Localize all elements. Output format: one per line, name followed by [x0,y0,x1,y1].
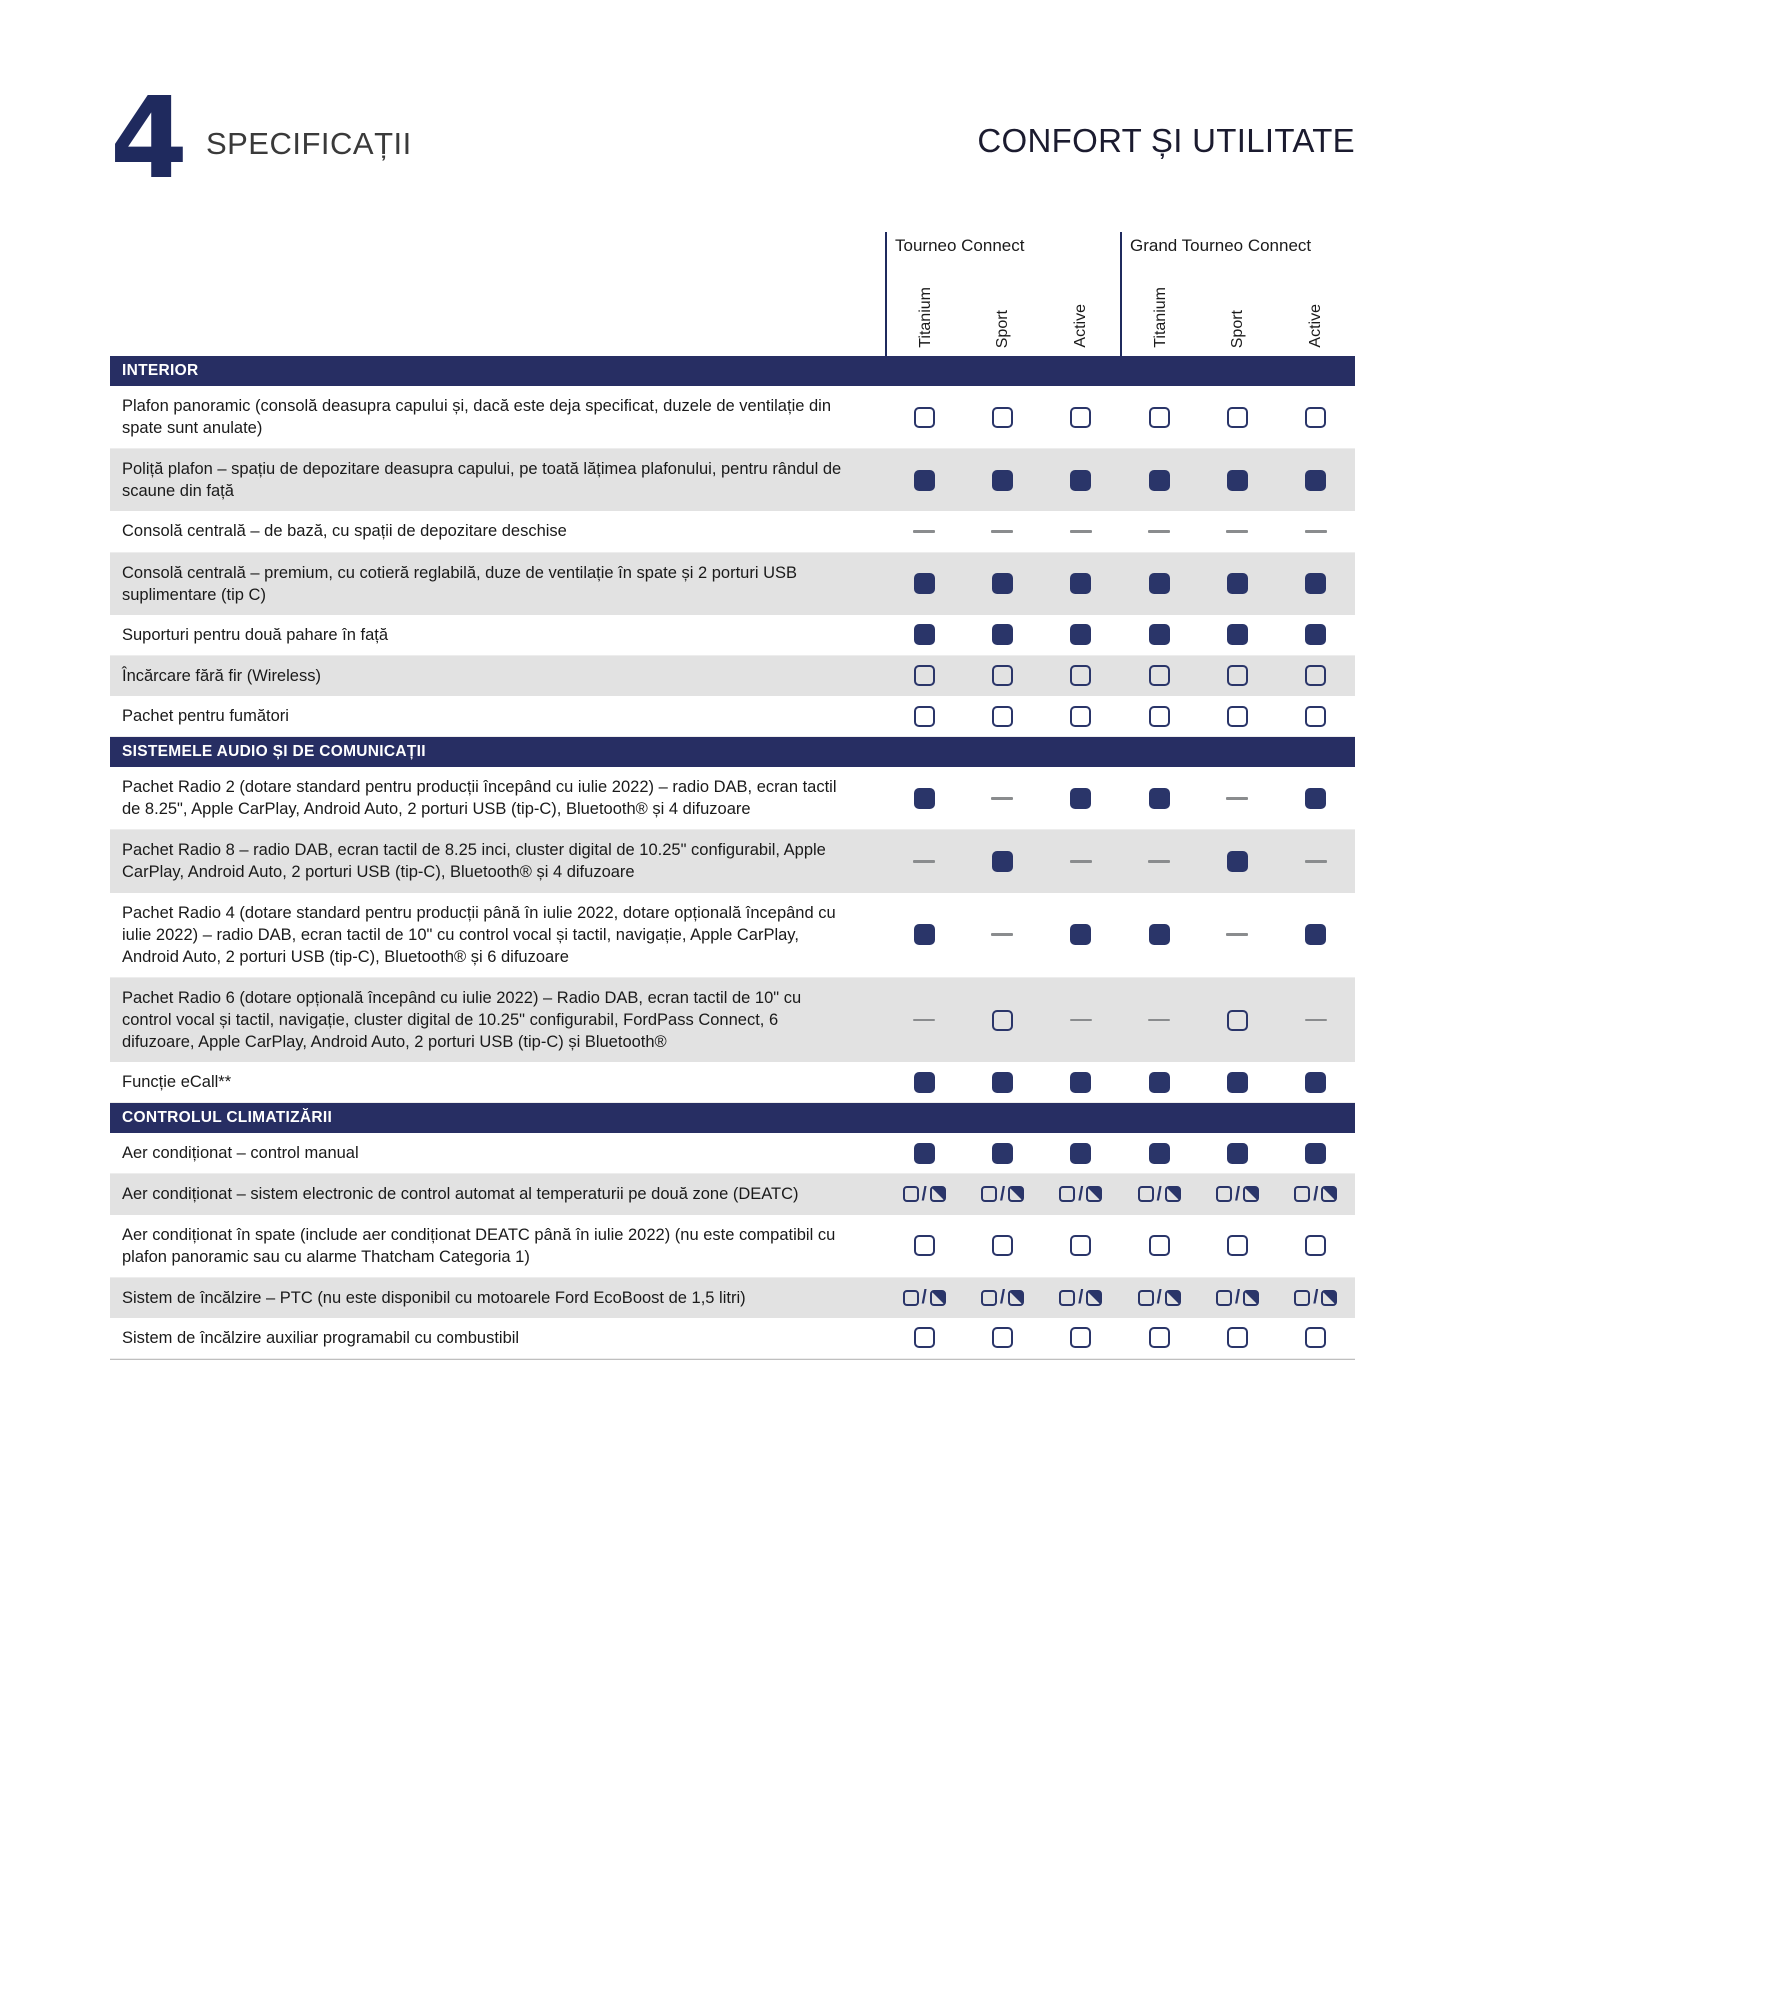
spec-cell [885,665,963,686]
spec-cell [1120,788,1198,809]
spec-label: Pachet pentru fumători [122,706,289,725]
standard-equipment-icon [1305,1072,1326,1093]
spec-cell [1042,573,1120,594]
spec-cell [1277,665,1355,686]
spec-label: Aer condiționat în spate (include aer condiționat DEATC până în iulie 2022) (nu este compatibil cu plafon panoramic sau cu alarme Thatcham Categoria 1) [122,1225,836,1266]
spec-cell [1042,624,1120,645]
spec-cell [1277,470,1355,491]
section-header: CONTROLUL CLIMATIZĂRII [110,1103,1355,1133]
spec-cell [885,1235,963,1256]
standard-equipment-icon [1070,624,1091,645]
spec-cell [1198,1185,1276,1204]
standard-equipment-icon [914,624,935,645]
spec-cell [1042,924,1120,945]
spec-cell [1277,1019,1355,1022]
standard-equipment-icon [1305,624,1326,645]
spec-row [110,978,1355,1062]
spec-cell [1277,1327,1355,1348]
spec-cell [963,1327,1041,1348]
spec-row [110,553,1355,615]
optional-equipment-icon [1227,407,1248,428]
spec-row [110,696,1355,737]
spec-cell [1277,530,1355,533]
standard-equipment-icon [1227,624,1248,645]
spec-cell [1120,407,1198,428]
trim-labels [887,256,1120,356]
spec-label: Pachet Radio 8 – radio DAB, ecran tactil de 8.25 inci, cluster digital de 10.25" configurabil, Apple CarPlay, Android Auto, 2 porturi USB (tip-C), Bluetooth® și 4 difuzoare [122,841,826,882]
spec-cell [963,1185,1041,1204]
standard-equipment-icon [992,624,1013,645]
spec-cell [885,860,963,863]
spec-cell [1198,665,1276,686]
spec-label: Poliță plafon – spațiu de depozitare deasupra capului, pe toată lățimea plafonului, pentru rândul de scaune din față [122,460,842,501]
section-header: SISTEMELE AUDIO ȘI DE COMUNICAȚII [110,737,1355,767]
spec-cell [963,1010,1041,1031]
spec-cell [1198,470,1276,491]
standard-equipment-icon [914,1143,935,1164]
optional-or-standard-icon [981,1185,1024,1204]
slash-separator: / [1078,1287,1084,1309]
optional-or-standard-icon [1138,1288,1181,1307]
optional-square-icon [903,1186,919,1202]
spec-row [110,656,1355,696]
optional-equipment-icon [1149,407,1170,428]
spec-cell [963,1288,1041,1307]
not-available-icon [913,530,935,533]
standard-equipment-icon [1070,1143,1091,1164]
spec-row [110,449,1355,511]
spec-cell [1277,788,1355,809]
standard-equipment-icon [1227,851,1248,872]
standard-equipment-icon [1227,1072,1248,1093]
slash-separator: / [1156,1183,1162,1205]
half-filled-square-icon [1165,1290,1181,1306]
standard-equipment-icon [1149,924,1170,945]
spec-cell [1120,470,1198,491]
spec-row [110,511,1355,552]
optional-square-icon [1059,1186,1075,1202]
spec-label: Suporturi pentru două pahare în față [122,625,389,644]
spec-cell [1198,706,1276,727]
optional-equipment-icon [1149,706,1170,727]
trim-label-sport: Sport [1229,309,1247,348]
optional-equipment-icon [1227,665,1248,686]
slash-separator: / [999,1183,1006,1205]
optional-or-standard-icon [981,1288,1024,1307]
spec-label: Consolă centrală – premium, cu cotieră reglabilă, duze de ventilație în spate și 2 porturi USB suplimentare (tip C) [122,563,798,604]
optional-square-icon [981,1290,997,1306]
spec-cell [885,407,963,428]
optional-equipment-icon [992,407,1013,428]
spec-cell [1042,706,1120,727]
not-available-icon [991,797,1013,800]
optional-or-standard-icon [903,1185,946,1204]
spec-cell [1277,573,1355,594]
spec-cell [885,924,963,945]
half-filled-square-icon [1321,1290,1337,1306]
half-filled-square-icon [930,1186,946,1202]
spec-cell [1042,1019,1120,1022]
optional-equipment-icon [1070,1327,1091,1348]
standard-equipment-icon [1149,573,1170,594]
optional-or-standard-icon [1294,1185,1337,1204]
spec-cell [1198,530,1276,533]
spec-cell [1120,1019,1198,1022]
slash-separator: / [921,1287,927,1309]
optional-square-icon [1138,1186,1154,1202]
optional-square-icon [1216,1186,1232,1202]
not-available-icon [913,860,935,863]
optional-or-standard-icon [903,1288,946,1307]
half-filled-square-icon [1008,1186,1024,1202]
optional-or-standard-icon [1216,1288,1259,1307]
spec-cell [1198,933,1276,936]
spec-cell [1277,924,1355,945]
optional-or-standard-icon [1138,1185,1181,1204]
trim-label-titanium: Titanium [1151,287,1169,348]
slash-separator: / [921,1183,927,1205]
spec-cell [963,1235,1041,1256]
spec-row [110,767,1355,830]
spec-cell [963,407,1041,428]
half-filled-square-icon [1243,1290,1259,1306]
spec-cell [963,1072,1041,1093]
spec-cell [1277,860,1355,863]
spec-cell [885,1185,963,1204]
spec-cell [885,1019,963,1022]
spec-cell [1042,1235,1120,1256]
spec-label: Pachet Radio 2 (dotare standard pentru producții începând cu iulie 2022) – radio DAB, ecran tactil de 8.25", Apple CarPlay, Android Auto, 2 porturi USB (tip-C), Bluetooth® și 4 difuzoare [122,778,837,819]
spec-cell [1120,1143,1198,1164]
optional-equipment-icon [1070,407,1091,428]
spec-cell [1120,924,1198,945]
optional-equipment-icon [1070,706,1091,727]
spec-cell [1277,1072,1355,1093]
spec-cell [1198,1010,1276,1031]
optional-equipment-icon [992,1327,1013,1348]
trim-label-sport: Sport [994,309,1012,348]
spec-cell [1042,788,1120,809]
not-available-icon [991,530,1013,533]
not-available-icon [991,933,1013,936]
optional-or-standard-icon [1216,1185,1259,1204]
spec-cell [885,624,963,645]
optional-equipment-icon [1149,665,1170,686]
slash-separator: / [1234,1287,1241,1309]
standard-equipment-icon [992,1143,1013,1164]
spec-cell [1120,1072,1198,1093]
spec-row [110,1174,1355,1214]
optional-equipment-icon [1227,1327,1248,1348]
standard-equipment-icon [914,470,935,491]
optional-equipment-icon [914,665,935,686]
optional-square-icon [1216,1290,1232,1306]
spec-cell [1198,624,1276,645]
optional-equipment-icon [1149,1235,1170,1256]
trim-labels [1122,256,1355,356]
spec-cell [1198,573,1276,594]
spec-cell [1042,407,1120,428]
spec-label: Sistem de încălzire auxiliar programabil cu combustibil [122,1328,520,1347]
half-filled-square-icon [1086,1186,1102,1202]
spec-cell [885,1072,963,1093]
spec-cell [1120,530,1198,533]
standard-equipment-icon [1305,573,1326,594]
spec-cell [1198,407,1276,428]
spec-label: Funcție eCall** [122,1073,232,1092]
spec-label: Sistem de încălzire – PTC (nu este disponibil cu motoarele Ford EcoBoost de 1,5 litri) [122,1288,746,1307]
optional-equipment-icon [1305,706,1326,727]
spec-cell [1120,1327,1198,1348]
optional-or-standard-icon [1059,1288,1102,1307]
spec-row [110,1318,1355,1359]
standard-equipment-icon [992,1072,1013,1093]
standard-equipment-icon [1070,924,1091,945]
standard-equipment-icon [1070,788,1091,809]
spec-cell [1198,851,1276,872]
optional-equipment-icon [1305,1327,1326,1348]
standard-equipment-icon [992,851,1013,872]
spec-cell [1042,1143,1120,1164]
spec-row [110,1278,1355,1318]
column-header [110,232,1355,356]
standard-equipment-icon [1305,924,1326,945]
column-header-spacer [110,232,885,356]
spec-cell [1198,1235,1276,1256]
spec-cell [1277,1235,1355,1256]
spec-row [110,1215,1355,1278]
page-title: SPECIFICAȚII [205,126,412,161]
page-number: 4 [110,74,184,204]
spec-cell [1120,860,1198,863]
spec-label: Consolă centrală – de bază, cu spații de depozitare deschise [122,522,567,541]
spec-label: Aer condiționat – control manual [122,1144,359,1163]
optional-equipment-icon [1227,1235,1248,1256]
spec-cell [1120,1288,1198,1307]
optional-equipment-icon [1070,1235,1091,1256]
trim-label-titanium: Titanium [916,287,934,348]
slash-separator: / [1313,1183,1319,1205]
spec-label: Încărcare fără fir (Wireless) [122,666,321,685]
optional-or-standard-icon [1059,1185,1102,1204]
standard-equipment-icon [992,470,1013,491]
spec-cell [885,573,963,594]
spec-cell [1198,1143,1276,1164]
spec-cell [963,665,1041,686]
not-available-icon [1226,933,1248,936]
spec-cell [1277,706,1355,727]
spec-cell [1198,797,1276,800]
page-header [110,74,1355,204]
spec-cell [885,788,963,809]
optional-equipment-icon [992,1010,1013,1031]
standard-equipment-icon [992,573,1013,594]
optional-equipment-icon [992,665,1013,686]
not-available-icon [913,1019,935,1022]
spec-row [110,893,1355,978]
optional-equipment-icon [914,407,935,428]
spec-cell [1042,1288,1120,1307]
spec-table [110,232,1355,1360]
spec-cell [963,624,1041,645]
standard-equipment-icon [1227,1143,1248,1164]
not-available-icon [1226,797,1248,800]
optional-square-icon [1294,1186,1310,1202]
spec-label: Aer condiționat – sistem electronic de control automat al temperaturii pe două zone (DEATC) [122,1185,799,1204]
spec-cell [885,706,963,727]
optional-square-icon [903,1290,919,1306]
not-available-icon [1305,530,1327,533]
spec-cell [1198,1288,1276,1307]
spec-label: Pachet Radio 6 (dotare opțională începând cu iulie 2022) – Radio DAB, ecran tactil de 10" cu control vocal și tactil, navigație, cluster digital de 10.25" configurabil, FordPass Connect, 6 difuzoare, Apple CarPlay, Android Auto, 2 porturi USB (tip-C) și Bluetooth® [122,988,802,1052]
slash-separator: / [1156,1287,1162,1309]
spec-row [110,830,1355,892]
spec-label: Plafon panoramic (consolă deasupra capului și, dacă este deja specificat, duzele de ventilație din spate sunt anulate) [122,397,832,438]
spec-cell [1277,624,1355,645]
standard-equipment-icon [1149,788,1170,809]
optional-equipment-icon [1305,407,1326,428]
spec-cell [1277,407,1355,428]
spec-cell [1120,706,1198,727]
optional-square-icon [1294,1290,1310,1306]
spec-cell [885,530,963,533]
spec-cell [963,470,1041,491]
optional-equipment-icon [914,1235,935,1256]
spec-cell [885,1143,963,1164]
not-available-icon [1148,530,1170,533]
standard-equipment-icon [1149,470,1170,491]
spec-cell [963,933,1041,936]
spec-cell [885,1327,963,1348]
group-title: Grand Tourneo Connect [1130,236,1312,255]
optional-square-icon [1138,1290,1154,1306]
not-available-icon [1148,860,1170,863]
standard-equipment-icon [1070,1072,1091,1093]
standard-equipment-icon [914,924,935,945]
slash-separator: / [999,1287,1006,1309]
optional-equipment-icon [1227,706,1248,727]
optional-equipment-icon [914,706,935,727]
optional-square-icon [1059,1290,1075,1306]
optional-equipment-icon [1070,665,1091,686]
spec-cell [1042,470,1120,491]
section-header: INTERIOR [110,356,1355,386]
spec-cell [1198,1327,1276,1348]
spec-cell [1120,1235,1198,1256]
slash-separator: / [1313,1287,1319,1309]
spec-row [110,615,1355,656]
spec-label: Pachet Radio 4 (dotare standard pentru producții până în iulie 2022, dotare opțională începând cu iulie 2022) – radio DAB, ecran tactil de 10" cu control vocal și tactil, navigație, Apple CarPlay, Android Auto, 2 porturi USB (tip-C), Bluetooth® și 6 difuzoare [122,903,836,966]
half-filled-square-icon [930,1290,946,1306]
spec-cell [963,851,1041,872]
spec-cell [963,797,1041,800]
optional-equipment-icon [914,1327,935,1348]
spec-cell [1277,1288,1355,1307]
spec-cell [1120,573,1198,594]
standard-equipment-icon [1070,573,1091,594]
spec-cell [1042,665,1120,686]
slash-separator: / [1234,1183,1241,1205]
optional-or-standard-icon [1294,1288,1337,1307]
spec-cell [1277,1185,1355,1204]
not-available-icon [1148,1019,1170,1022]
spec-cell [963,1143,1041,1164]
model-group-grand-tourneo-connect [1120,232,1355,356]
spec-table-body [110,356,1355,1360]
spec-cell [963,530,1041,533]
standard-equipment-icon [1227,470,1248,491]
spec-cell [963,706,1041,727]
page-subtitle: CONFORT ȘI UTILITATE [977,122,1355,159]
spec-cell [1042,1185,1120,1204]
spec-cell [1120,624,1198,645]
not-available-icon [1305,1019,1327,1022]
spec-cell [1042,860,1120,863]
optional-equipment-icon [992,1235,1013,1256]
spec-cell [1042,1327,1120,1348]
spec-cell [1042,530,1120,533]
spec-cell [885,1288,963,1307]
spec-cell [1120,665,1198,686]
spec-row [110,1062,1355,1103]
spec-cell [885,470,963,491]
standard-equipment-icon [1070,470,1091,491]
trim-label-active: Active [1072,304,1090,348]
standard-equipment-icon [914,1072,935,1093]
optional-equipment-icon [992,706,1013,727]
optional-equipment-icon [1305,1235,1326,1256]
standard-equipment-icon [1149,624,1170,645]
standard-equipment-icon [1305,788,1326,809]
slash-separator: / [1078,1183,1084,1205]
not-available-icon [1070,1019,1092,1022]
spec-cell [1277,1143,1355,1164]
spec-cell [1120,1185,1198,1204]
trim-label-active: Active [1307,304,1325,348]
not-available-icon [1070,860,1092,863]
spec-cell [963,573,1041,594]
model-group-tourneo-connect [885,232,1120,356]
standard-equipment-icon [1149,1143,1170,1164]
half-filled-square-icon [1086,1290,1102,1306]
half-filled-square-icon [1243,1186,1259,1202]
standard-equipment-icon [914,573,935,594]
standard-equipment-icon [914,788,935,809]
optional-equipment-icon [1305,665,1326,686]
group-title: Tourneo Connect [895,236,1025,255]
standard-equipment-icon [1305,470,1326,491]
standard-equipment-icon [1305,1143,1326,1164]
not-available-icon [1070,530,1092,533]
half-filled-square-icon [1321,1186,1337,1202]
not-available-icon [1226,530,1248,533]
optional-equipment-icon [1149,1327,1170,1348]
spec-cell [1042,1072,1120,1093]
optional-square-icon [981,1186,997,1202]
spec-row [110,1133,1355,1174]
half-filled-square-icon [1165,1186,1181,1202]
spec-row [110,386,1355,449]
spec-cell [1198,1072,1276,1093]
standard-equipment-icon [1149,1072,1170,1093]
optional-equipment-icon [1227,1010,1248,1031]
not-available-icon [1305,860,1327,863]
standard-equipment-icon [1227,573,1248,594]
half-filled-square-icon [1008,1290,1024,1306]
